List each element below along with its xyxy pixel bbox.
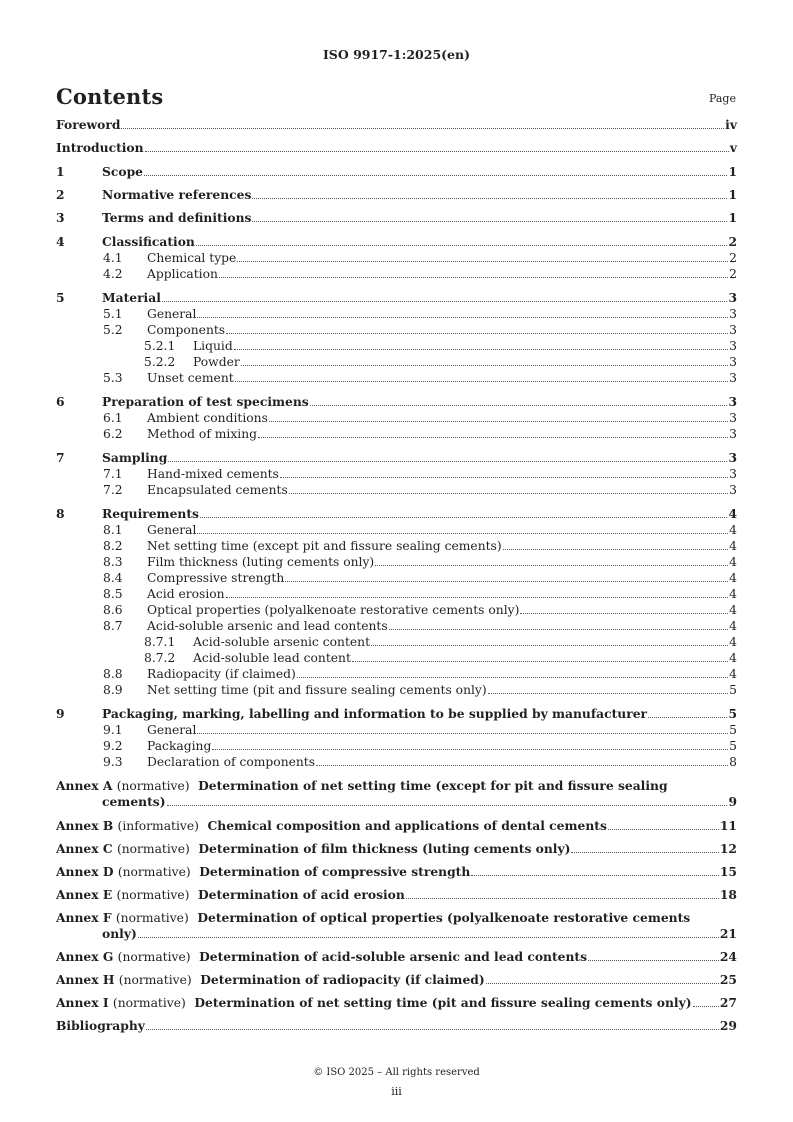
toc-entry-5-1[interactable]: 5.1 General 3 [103,307,737,321]
toc-entry-annex-e[interactable]: Annex E (normative) Determination of acid erosion 18 [56,887,737,902]
toc-entry-8[interactable]: 8 Requirements 4 [56,506,737,521]
toc-entry-9-2[interactable]: 9.2 Packaging 5 [103,739,737,753]
toc-entry-7[interactable]: 7 Sampling 3 [56,450,737,465]
toc-entry-annex-b[interactable]: Annex B (informative) Chemical composition and applications of dental cements 11 [56,818,737,833]
document-header: ISO 9917-1:2025(en) [322,47,471,62]
page-number: iii [391,1085,402,1098]
toc-entry-5[interactable]: 5 Material 3 [56,290,737,305]
toc-entry-annex-d[interactable]: Annex D (normative) Determination of compressive strength 15 [56,864,737,879]
page-title: Contents [56,84,164,109]
toc-entry-8-6[interactable]: 8.6 Optical properties (polyalkenoate restorative cements only) 4 [103,603,737,617]
toc-entry-2[interactable]: 2 Normative references 1 [56,187,737,202]
toc-entry-introduction[interactable]: Introduction v [56,140,737,155]
toc-entry-8-4[interactable]: 8.4 Compressive strength 4 [103,571,737,585]
toc-entry-6-1[interactable]: 6.1 Ambient conditions 3 [103,411,737,425]
copyright-notice: © ISO 2025 – All rights reserved [313,1067,480,1078]
toc-entry-8-3[interactable]: 8.3 Film thickness (luting cements only) 4 [103,555,737,569]
toc-entry-5-2[interactable]: 5.2 Components 3 [103,323,737,337]
toc-entry-4[interactable]: 4 Classification 2 [56,234,737,249]
toc-entry-6[interactable]: 6 Preparation of test specimens 3 [56,394,737,409]
page-column-label: Page [708,92,736,105]
toc-entry-8-5[interactable]: 8.5 Acid erosion 4 [103,587,737,601]
toc-entry-9[interactable]: 9 Packaging, marking, labelling and information to be supplied by manufacturer 5 [56,706,737,721]
toc-entry-8-7-1[interactable]: 8.7.1 Acid-soluble arsenic content 4 [144,635,737,649]
toc-entry-annex-a[interactable]: Annex A (normative) Determination of net setting time (except for pit and fissure sealing cements) 9 [56,778,737,809]
toc-entry-bibliography[interactable]: Bibliography 29 [56,1018,737,1033]
toc-entry-8-8[interactable]: 8.8 Radiopacity (if claimed) 4 [103,667,737,681]
toc-entry-annex-g[interactable]: Annex G (normative) Determination of acid-soluble arsenic and lead contents 24 [56,949,737,964]
toc-entry-annex-h[interactable]: Annex H (normative) Determination of radiopacity (if claimed) 25 [56,972,737,987]
toc-entry-7-1[interactable]: 7.1 Hand-mixed cements 3 [103,467,737,481]
toc-entry-1[interactable]: 1 Scope 1 [56,164,737,179]
toc-entry-foreword[interactable]: Foreword iv [56,117,737,132]
toc-entry-4-1[interactable]: 4.1 Chemical type 2 [103,251,737,265]
toc-entry-3[interactable]: 3 Terms and definitions 1 [56,210,737,225]
toc-entry-8-2[interactable]: 8.2 Net setting time (except pit and fissure sealing cements) 4 [103,539,737,553]
toc-entry-8-7-2[interactable]: 8.7.2 Acid-soluble lead content 4 [144,651,737,665]
toc-entry-9-3[interactable]: 9.3 Declaration of components 8 [103,755,737,769]
toc-entry-5-2-2[interactable]: 5.2.2 Powder 3 [144,355,737,369]
toc-entry-annex-f[interactable]: Annex F (normative) Determination of optical properties (polyalkenoate restorative cements only) 21 [56,910,737,941]
toc-entry-8-7[interactable]: 8.7 Acid-soluble arsenic and lead contents 4 [103,619,737,633]
toc-entry-8-9[interactable]: 8.9 Net setting time (pit and fissure sealing cements only) 5 [103,683,737,697]
toc-entry-6-2[interactable]: 6.2 Method of mixing 3 [103,427,737,441]
toc-entry-4-2[interactable]: 4.2 Application 2 [103,267,737,281]
table-of-contents [56,117,737,1034]
toc-entry-8-1[interactable]: 8.1 General 4 [103,523,737,537]
toc-entry-annex-i[interactable]: Annex I (normative) Determination of net setting time (pit and fissure sealing cements only) 27 [56,995,737,1010]
toc-entry-annex-c[interactable]: Annex C (normative) Determination of film thickness (luting cements only) 12 [56,841,737,856]
toc-entry-9-1[interactable]: 9.1 General 5 [103,723,737,737]
toc-entry-5-2-1[interactable]: 5.2.1 Liquid 3 [144,339,737,353]
toc-entry-5-3[interactable]: 5.3 Unset cement 3 [103,371,737,385]
toc-entry-7-2[interactable]: 7.2 Encapsulated cements 3 [103,483,737,497]
